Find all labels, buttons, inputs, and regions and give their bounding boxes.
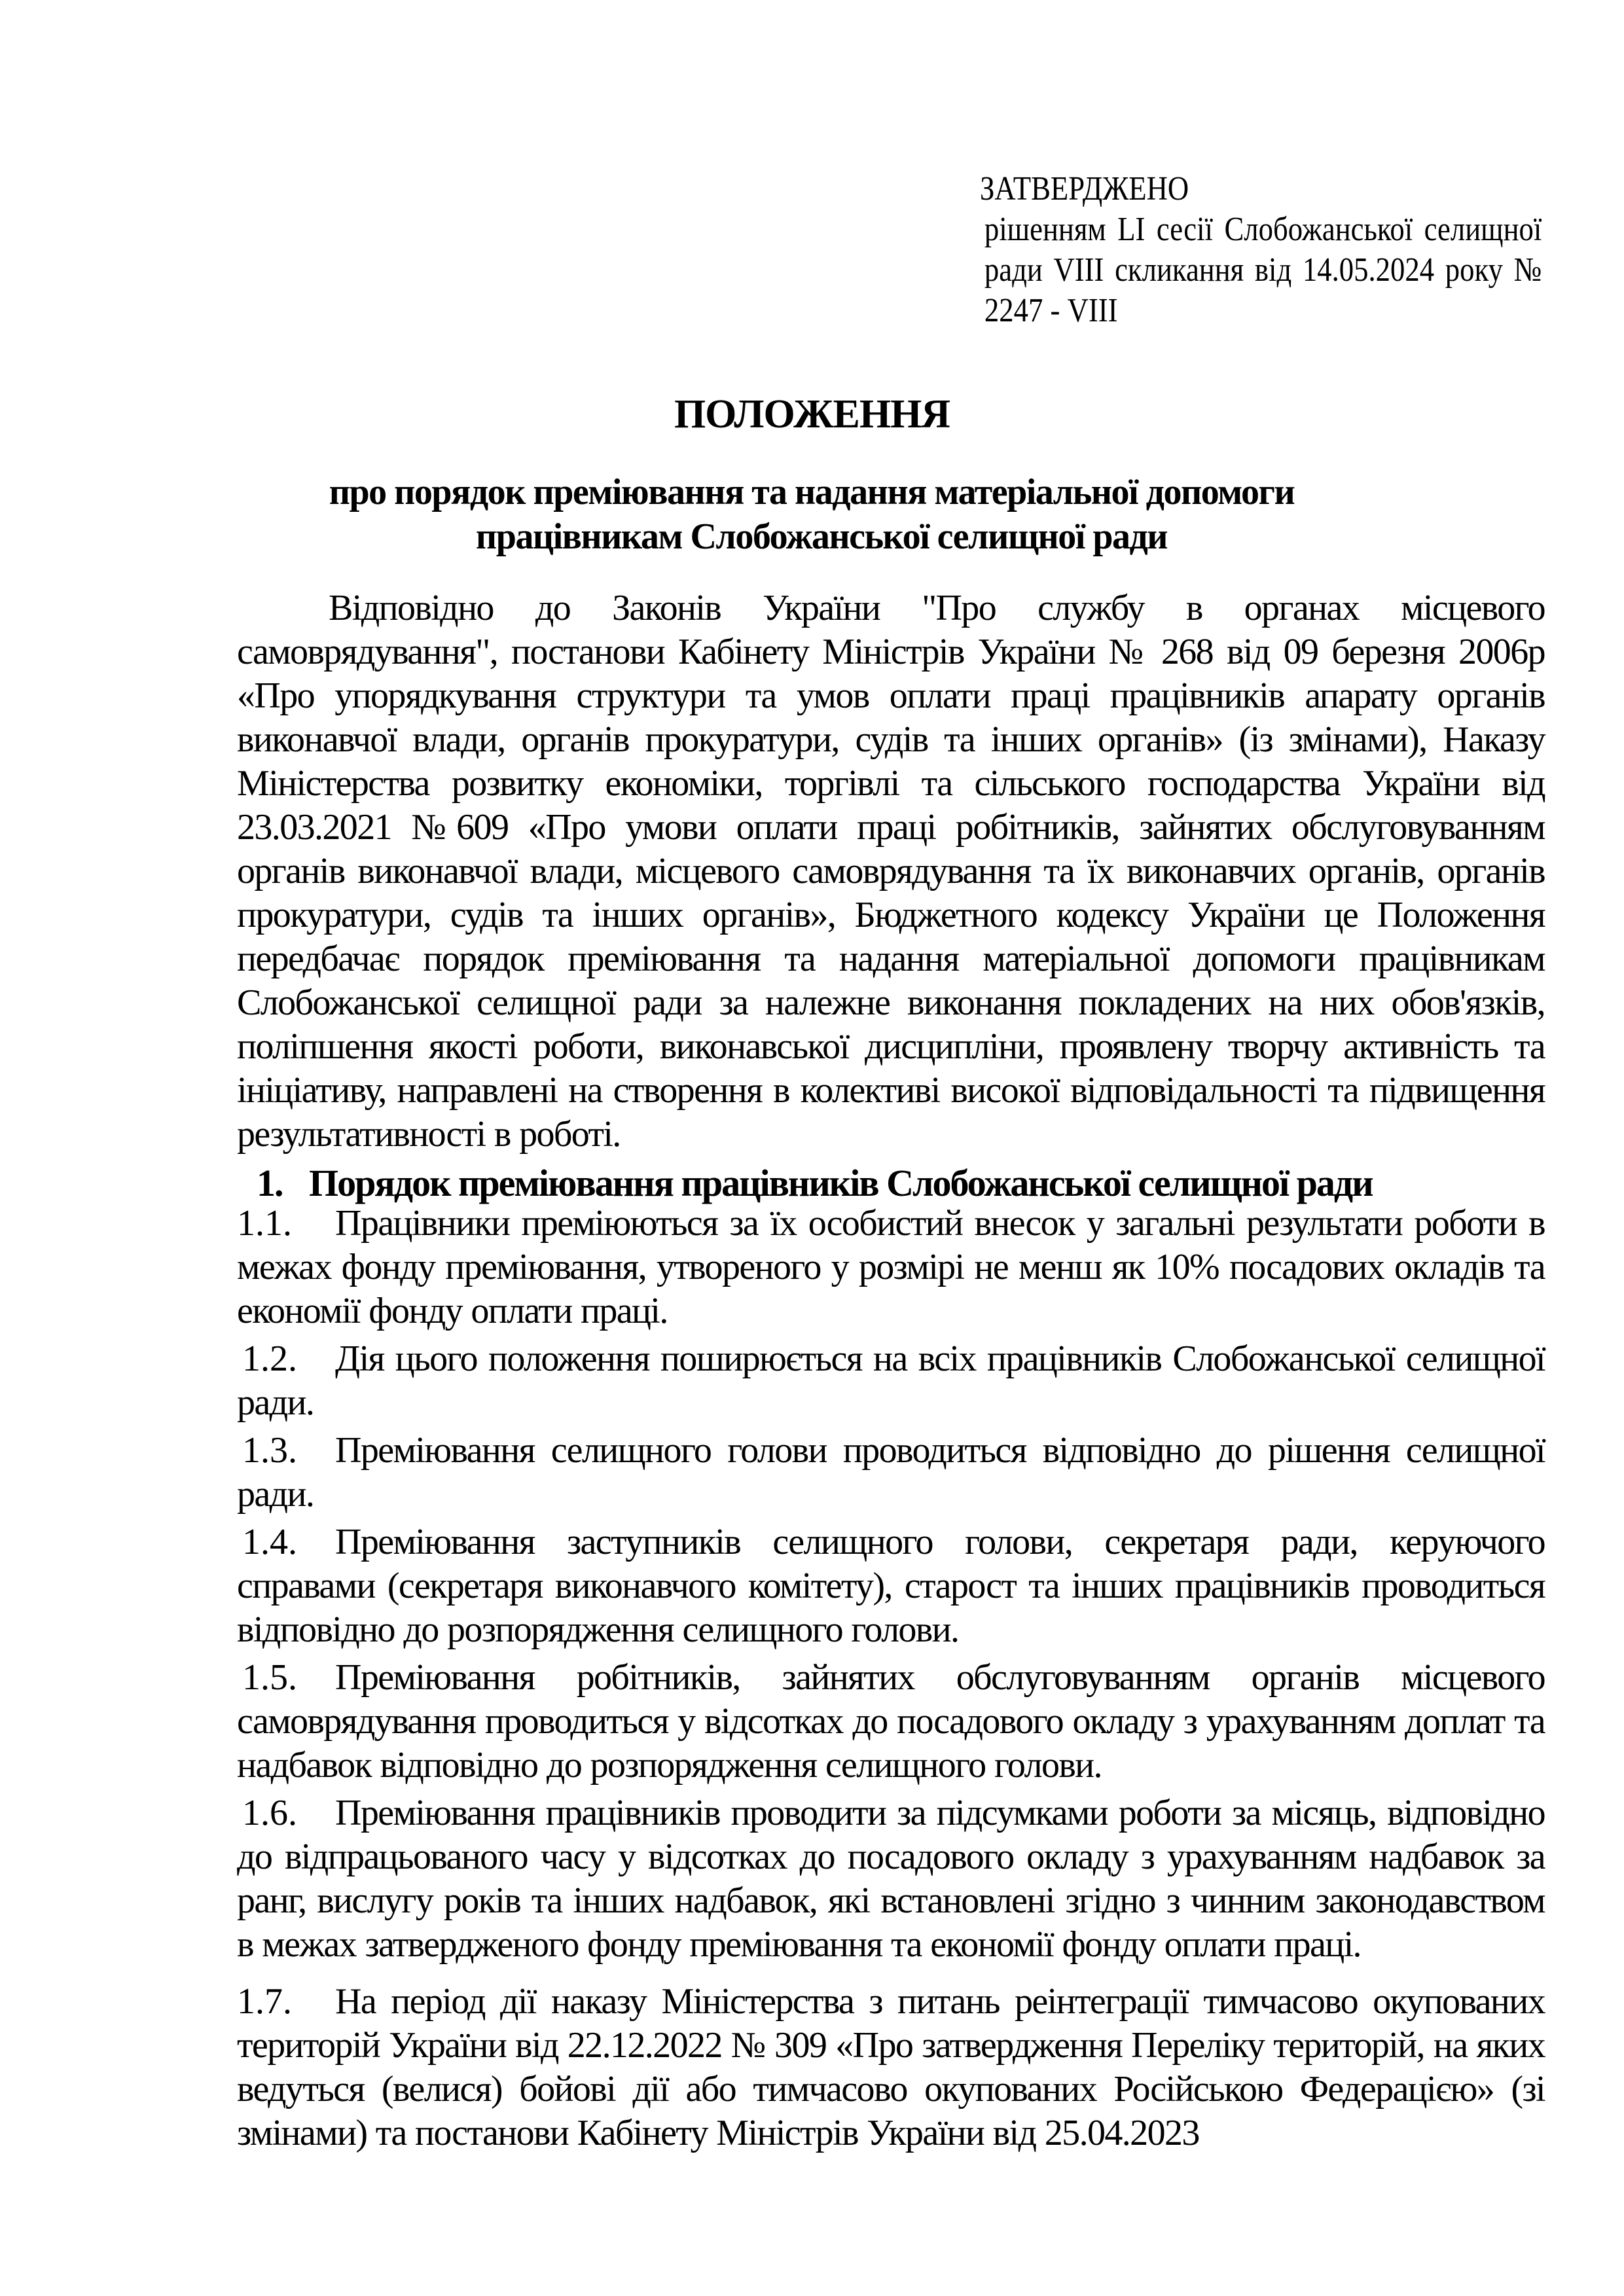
item-number: 1.3. (242, 1430, 297, 1471)
section-1-items (237, 1202, 1545, 2155)
list-item (237, 1429, 1545, 1516)
list-item (237, 1202, 1545, 1333)
item-number: 1.5. (242, 1657, 297, 1698)
approval-stamp (980, 169, 1542, 331)
subtitle-line-1: про порядок преміювання та надання матеріальної допомоги (329, 472, 1295, 512)
item-text: На період дії наказу Міністерства з питань реінтеграції тимчасово окупованих територій України від 22.12.2022 № 309 «Про затвердження Переліку територій, на яких ведуться (велися) бойові дії або тимчасово окупованих Російською Федерацією» (зі змінами) та постанови Кабінету Міністрів України від 25.04.2023 (237, 1981, 1545, 2153)
item-number: 1.2. (242, 1338, 297, 1379)
section-title: Порядок преміювання працівників Слобожанської селищної ради (309, 1162, 1373, 1204)
intro-paragraph: Відповідно до Законів України "Про службу в органах місцевого самоврядування", постанови Кабінету Міністрів України № 268 від 09 березня 2006р «Про упорядкування структури та умов оплати праці працівників апарату органів виконавчої влади, органів прокуратури, судів та інших органів» (із змінами), Наказу Міністерства розвитку економіки, торгівлі та сільського господарства України від 23.03.2021 №609 «Про умови оплати праці робітників, зайнятих обслуговуванням органів виконавчої влади, місцевого самоврядування та їх виконавчих органів, органів прокуратури, судів та інших органів», Бюджетного кодексу України це Положення передбачає порядок преміювання та надання матеріальної допомоги працівникам Слобожанської селищної ради за належне виконання покладених на них обов'язків, поліпшення якості роботи, виконавської дисципліни, проявлену творчу активність та ініціативу, направлені на створення в колективі високої відповідальності та підвищення результативності в роботі. (237, 588, 1545, 1155)
item-number: 1.7. (237, 1981, 292, 2022)
item-text: Преміювання робітників, зайнятих обслуговуванням органів місцевого самоврядування проводиться у відсотках до посадового окладу з урахуванням доплат та надбавок відповідно до розпорядження селищного голови. (237, 1657, 1545, 1785)
section-1-heading (257, 1161, 1533, 1205)
subtitle-line-2: працівникам Слобожанської селищної ради (475, 516, 1168, 557)
document-title: ПОЛОЖЕННЯ (674, 392, 950, 437)
section-number: 1. (257, 1162, 283, 1204)
item-number: 1.4. (242, 1522, 297, 1562)
approved-label: ЗАТВЕРДЖЕНО (980, 170, 1189, 207)
list-item (237, 1520, 1545, 1652)
document-subtitle (196, 470, 1427, 559)
list-item (237, 1791, 1545, 1967)
item-text: Дія цього положення поширюється на всіх працівників Слобожанської селищної ради. (237, 1338, 1545, 1423)
approval-decision-text: рішенням LI сесії Слобожанської селищної ради VIII скликання від 14.05.2024 року № 2247 - VIII (984, 211, 1542, 329)
item-text: Працівники преміюються за їх особистий внесок у загальні результати роботи в межах фонду преміювання, утвореного у розмірі не менш як 10% посадових окладів та економії фонду оплати праці. (237, 1203, 1545, 1331)
item-text: Преміювання заступників селищного голови, секретаря ради, керуючого справами (секретаря виконавчого комітету), старост та інших працівників проводиться відповідно до розпорядження селищного голови. (237, 1522, 1545, 1650)
item-number: 1.1. (237, 1203, 292, 1244)
item-number: 1.6. (242, 1793, 297, 1833)
list-item (237, 1656, 1545, 1787)
item-text: Преміювання працівників проводити за підсумками роботи за місяць, відповідно до відпрацьованого часу у відсотках до посадового окладу з урахуванням надбавок за ранг, вислугу років та інших надбавок, які встановлені згідно з чинним законодавством в межах затвердженого фонду преміювання та економії фонду оплати праці. (237, 1793, 1545, 1965)
list-item (237, 1980, 1545, 2155)
list-item (237, 1337, 1545, 1425)
item-text: Преміювання селищного голови проводиться відповідно до рішення селищної ради. (237, 1430, 1545, 1515)
